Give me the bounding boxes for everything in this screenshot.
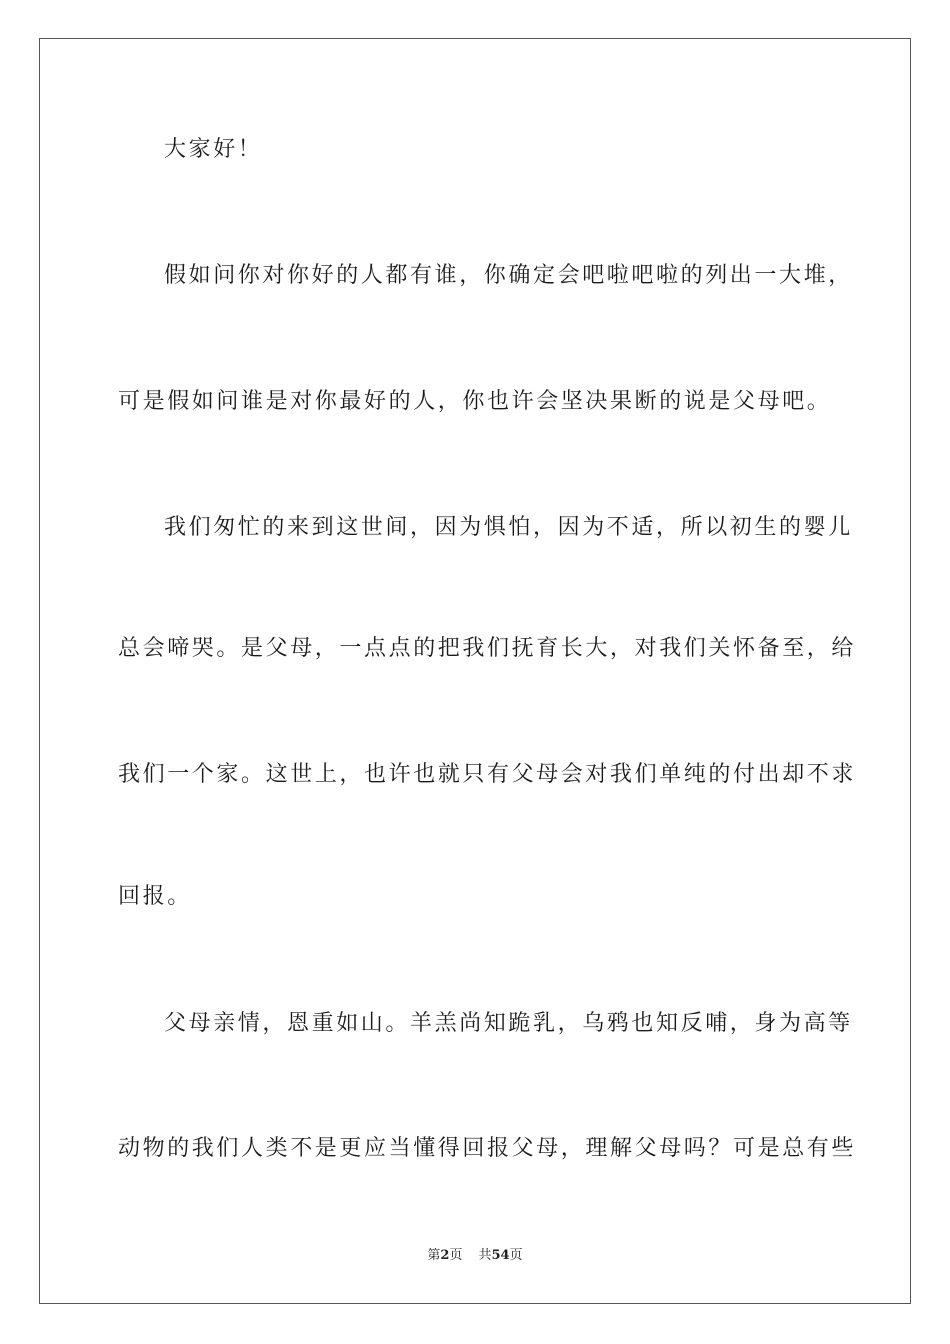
- text-line-1: 大家好！: [164, 137, 263, 162]
- text-line-3: 可是假如问谁是对你最好的人，你也许会坚决果断的说是父母吧。: [118, 389, 832, 414]
- text-line-5: 总会啼哭。是父母，一点点的把我们抚育长大，对我们关怀备至，给: [118, 636, 857, 661]
- total-suffix: 页: [509, 1248, 523, 1263]
- total-prefix: 共: [478, 1248, 492, 1263]
- page-footer: [0, 1247, 950, 1265]
- text-line-2: 假如问你对你好的人都有谁，你确定会吧啦吧啦的列出一大堆，: [164, 263, 853, 288]
- page-prefix: 第: [427, 1248, 441, 1263]
- page-suffix: 页: [449, 1248, 463, 1263]
- page-frame: [39, 38, 911, 1304]
- total-page-count: 54: [491, 1248, 510, 1263]
- text-line-9: 动物的我们人类不是更应当懂得回报父母，理解父母吗？可是总有些: [118, 1136, 857, 1161]
- current-page-number: 2: [440, 1248, 450, 1263]
- text-line-7: 回报。: [118, 884, 192, 909]
- text-line-6: 我们一个家。这世上，也许也就只有父母会对我们单纯的付出却不求: [118, 762, 857, 787]
- text-line-8: 父母亲情，恩重如山。羊羔尚知跪乳，乌鸦也知反哺，身为高等: [164, 1011, 853, 1036]
- text-line-4: 我们匆忙的来到这世间，因为惧怕，因为不适，所以初生的婴儿: [164, 515, 853, 540]
